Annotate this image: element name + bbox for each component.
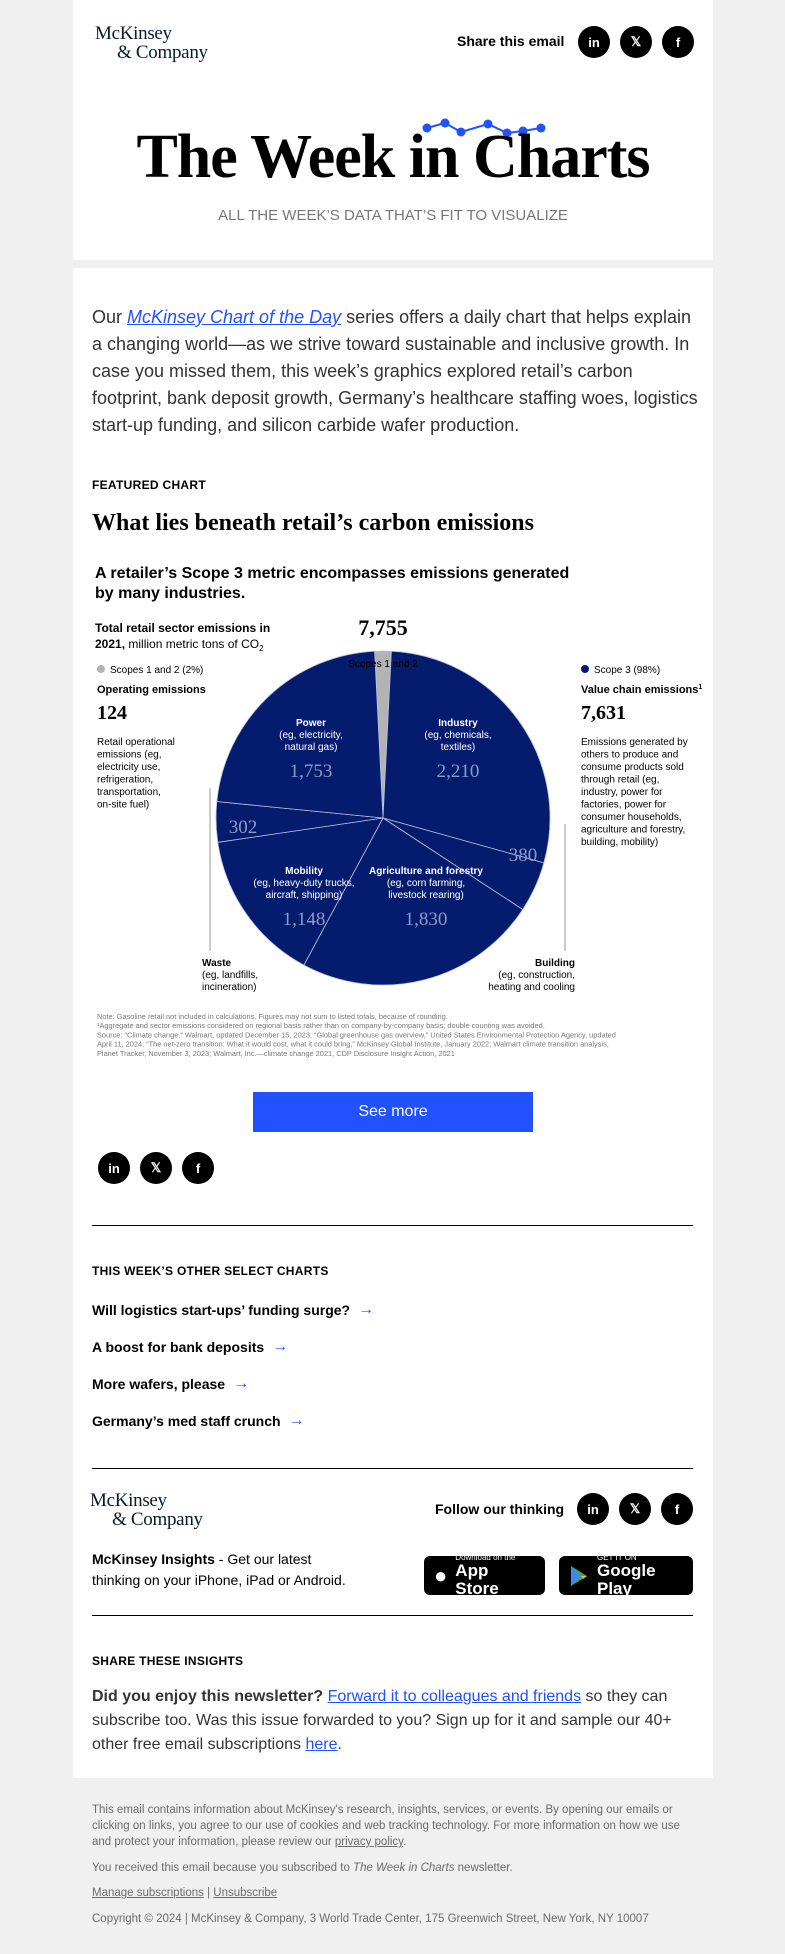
- carbon-emissions-chart[interactable]: [92, 556, 703, 1066]
- value-chain-value: 7,631: [581, 702, 626, 724]
- operating-emissions-value: 124: [97, 702, 127, 724]
- mobility-value: 1,148: [282, 909, 326, 930]
- newsletter-tagline: ALL THE WEEK’S DATA THAT’S FIT TO VISUALIZE: [218, 207, 568, 224]
- other-chart-link-4[interactable]: Germany’s med staff crunch →: [92, 1412, 305, 1429]
- mobility-label: Mobility: [285, 866, 323, 877]
- x-share-icon[interactable]: 𝕏: [140, 1152, 172, 1184]
- intro-paragraph: Our McKinsey Chart of the Day series offers a daily chart that helps explain a changing world—as we strive toward sustainable and inclusive growth. In case you missed them, this week’s graphics explored retail’s carbon footprint, bank deposit growth, Germany’s healthcare staffing woes, logistics start-up funding, and silicon carbide wafer production.: [92, 307, 698, 435]
- chart-notes: [97, 1012, 616, 1058]
- leftlines-line: refrigeration,: [97, 774, 154, 786]
- divider: [92, 1225, 693, 1226]
- privacy-policy-link[interactable]: privacy policy: [334, 1836, 404, 1848]
- rightlines-line: through retail (eg,: [581, 774, 660, 786]
- arrow-right-icon: →: [288, 1412, 305, 1429]
- legend-dot-scope3: [581, 665, 589, 673]
- building-desc2: heating and cooling: [488, 982, 575, 993]
- operating-emissions-description: [97, 737, 175, 811]
- chart-note-line: ¹Aggregate and sector emissions considered on regional basis rather than on company-by-company basis; double counting was avoided.: [97, 1021, 545, 1031]
- industry-value: 2,210: [436, 761, 480, 782]
- footer-links: Manage subscriptions | Unsubscribe: [92, 1887, 278, 1899]
- share-insights-label: SHARE THESE INSIGHTS: [92, 1654, 244, 1668]
- google-play-button[interactable]: GET IT ON Google Play: [559, 1556, 693, 1595]
- logo-line-1: McKinsey: [95, 23, 172, 44]
- agriculture-desc1: (eg, corn farming,: [386, 878, 466, 889]
- facebook-icon[interactable]: f: [662, 26, 694, 58]
- share-paragraph: Did you enjoy this newsletter? Forward it to colleagues and friends so they can subscribe too. Was this issue forwarded to you? Sign up for it and sample our 40+ other free email subscriptions here.: [92, 1688, 672, 1753]
- agriculture-label: Agriculture and forestry: [369, 866, 483, 877]
- chart-note-line: April 11, 2024; “The net-zero transition: What it would cost, what it could bring,” McKinsey Global Institute, January 2022; Walmart climate transition analysis,: [97, 1039, 609, 1049]
- leftlines-line: emissions (eg,: [97, 749, 162, 761]
- rightlines-line: agriculture and forestry,: [581, 824, 686, 836]
- linkedin-share-icon[interactable]: in: [98, 1152, 130, 1184]
- chart-subtitle-line2: 2021, million metric tons of $CO_2$: [95, 637, 264, 653]
- mobility-desc1: (eg, heavy-duty trucks,: [253, 878, 355, 889]
- forward-link[interactable]: Forward it to colleagues and friends: [327, 1688, 582, 1705]
- x-follow-icon[interactable]: 𝕏: [619, 1493, 651, 1525]
- footer-copyright: Copyright © 2024 | McKinsey & Company, 3 World Trade Center, 175 Greenwich Street, New York, NY 10007: [92, 1913, 649, 1925]
- power-label: Power: [295, 718, 327, 729]
- rightlines-line: others to produce and: [581, 749, 679, 761]
- arrow-right-icon: →: [358, 1301, 375, 1318]
- arrow-right-icon: →: [233, 1375, 250, 1392]
- power-value: 1,753: [289, 761, 333, 782]
- other-charts-label: THIS WEEK’S OTHER SELECT CHARTS: [92, 1264, 329, 1278]
- subscriptions-here-link[interactable]: here: [305, 1736, 338, 1753]
- arrow-right-icon: →: [272, 1338, 289, 1355]
- chart-title-line2: by many industries.: [95, 585, 246, 602]
- see-more-button[interactable]: See more: [253, 1092, 533, 1132]
- operating-emissions-heading: Operating emissions: [97, 684, 206, 696]
- facebook-share-icon[interactable]: f: [182, 1152, 214, 1184]
- chart-note-line: Source: “Climate change,” Walmart, updated December 15, 2023; “Global greenhouse gas overview,” United States Environmental Protection Agency, updated: [97, 1030, 616, 1040]
- mckinsey-logo[interactable]: [95, 24, 208, 62]
- leftlines-line: transportation,: [97, 787, 161, 798]
- legend-scope3: Scope 3 (98%): [594, 665, 661, 676]
- chart-subtitle-line1: Total retail sector emissions in: [95, 621, 271, 635]
- share-email-label: Share this email: [457, 33, 565, 49]
- agriculture-value: 1,830: [404, 909, 448, 930]
- mobility-desc2: aircraft, shipping): [265, 890, 343, 901]
- waste-label: Waste: [202, 958, 232, 969]
- leftlines-line: on-site fuel): [97, 799, 150, 811]
- featured-chart-label: FEATURED CHART: [92, 478, 206, 492]
- footer-mckinsey-logo[interactable]: McKinsey & Company: [90, 1490, 203, 1530]
- follow-label: Follow our thinking: [435, 1501, 565, 1517]
- power-desc1: (eg, electricity,: [279, 730, 343, 741]
- waste-value: 302: [228, 817, 258, 838]
- leftlines-line: electricity use,: [97, 762, 161, 773]
- building-desc1: (eg, construction,: [498, 970, 575, 981]
- industry-desc1: (eg, chemicals,: [424, 730, 492, 741]
- linkedin-follow-icon[interactable]: in: [577, 1493, 609, 1525]
- value-chain-description: [581, 737, 688, 848]
- newsletter-title: The Week in Charts: [136, 123, 650, 191]
- other-chart-link-1[interactable]: Will logistics start-ups’ funding surge? →: [92, 1301, 375, 1318]
- value-chain-heading: Value chain emissions$^1$: [581, 684, 703, 696]
- rightlines-line: building, mobility): [581, 837, 659, 848]
- rightlines-line: consume products sold: [581, 762, 684, 773]
- building-value: 380: [508, 845, 538, 866]
- rightlines-line: factories, power for: [581, 799, 667, 811]
- x-icon[interactable]: 𝕏: [620, 26, 652, 58]
- footer-subscribed-note: You received this email because you subscribed to The Week in Charts newsletter.: [92, 1862, 513, 1874]
- emissions-pie: [216, 651, 550, 985]
- app-store-button[interactable]: ● Download on the App Store: [424, 1556, 545, 1595]
- footer-disclaimer: This email contains information about McKinsey's research, insights, services, or events. By opening our emails or clicking on links, you agree to our use of cookies and web tracking technology. For more information on how we use and protect your information, please review our privacy policy.: [92, 1804, 680, 1848]
- chart-title-line1: A retailer’s Scope 3 metric encompasses emissions generated: [95, 565, 570, 582]
- chart-of-the-day-link[interactable]: McKinsey Chart of the Day: [127, 307, 342, 327]
- chart-note-line: Planet Tracker, November 3, 2023; Walmart, Inc.—climate change 2021, CDP Disclosure Insight Action, 2021: [97, 1048, 455, 1058]
- header-card: [73, 0, 713, 260]
- rightlines-line: Emissions generated by: [581, 737, 688, 748]
- chart-note-line: Note: Gasoline retail not included in calculations. Figures may not sum to listed totals, because of rounding.: [97, 1012, 448, 1021]
- leftlines-line: Retail operational: [97, 737, 175, 748]
- chart-total-value: 7,755: [358, 615, 408, 640]
- unsubscribe-link[interactable]: Unsubscribe: [213, 1887, 278, 1899]
- legend-dot-scope12: [97, 665, 105, 673]
- featured-chart-title: What lies beneath retail’s carbon emissions: [92, 510, 534, 536]
- waste-desc2: incineration): [202, 982, 257, 993]
- rightlines-line: consumer households,: [581, 812, 682, 823]
- rightlines-line: industry, power for: [581, 787, 663, 798]
- industry-label: Industry: [438, 718, 478, 729]
- facebook-follow-icon[interactable]: f: [661, 1493, 693, 1525]
- insights-promo: McKinsey Insights - Get our latest thinking on your iPhone, iPad or Android.: [92, 1551, 346, 1588]
- manage-subscriptions-link[interactable]: Manage subscriptions: [92, 1887, 204, 1899]
- waste-desc1: (eg, landfills,: [202, 970, 259, 981]
- building-label: Building: [535, 958, 575, 969]
- apple-icon: ●: [434, 1562, 448, 1588]
- logo-line-2: & Company: [117, 42, 208, 63]
- power-desc2: natural gas): [284, 742, 338, 753]
- agriculture-desc2: livestock rearing): [388, 890, 464, 901]
- other-chart-link-2[interactable]: A boost for bank deposits →: [92, 1338, 289, 1355]
- divider: [92, 1615, 693, 1616]
- other-chart-link-3[interactable]: More wafers, please →: [92, 1375, 250, 1392]
- divider: [92, 1468, 693, 1469]
- linkedin-icon[interactable]: in: [578, 26, 610, 58]
- legend-scope12: Scopes 1 and 2 (2%): [110, 665, 204, 676]
- industry-desc2: textiles): [440, 742, 476, 753]
- scope12-slice-label: Scopes 1 and 2: [348, 659, 418, 670]
- google-play-icon: [569, 1565, 589, 1587]
